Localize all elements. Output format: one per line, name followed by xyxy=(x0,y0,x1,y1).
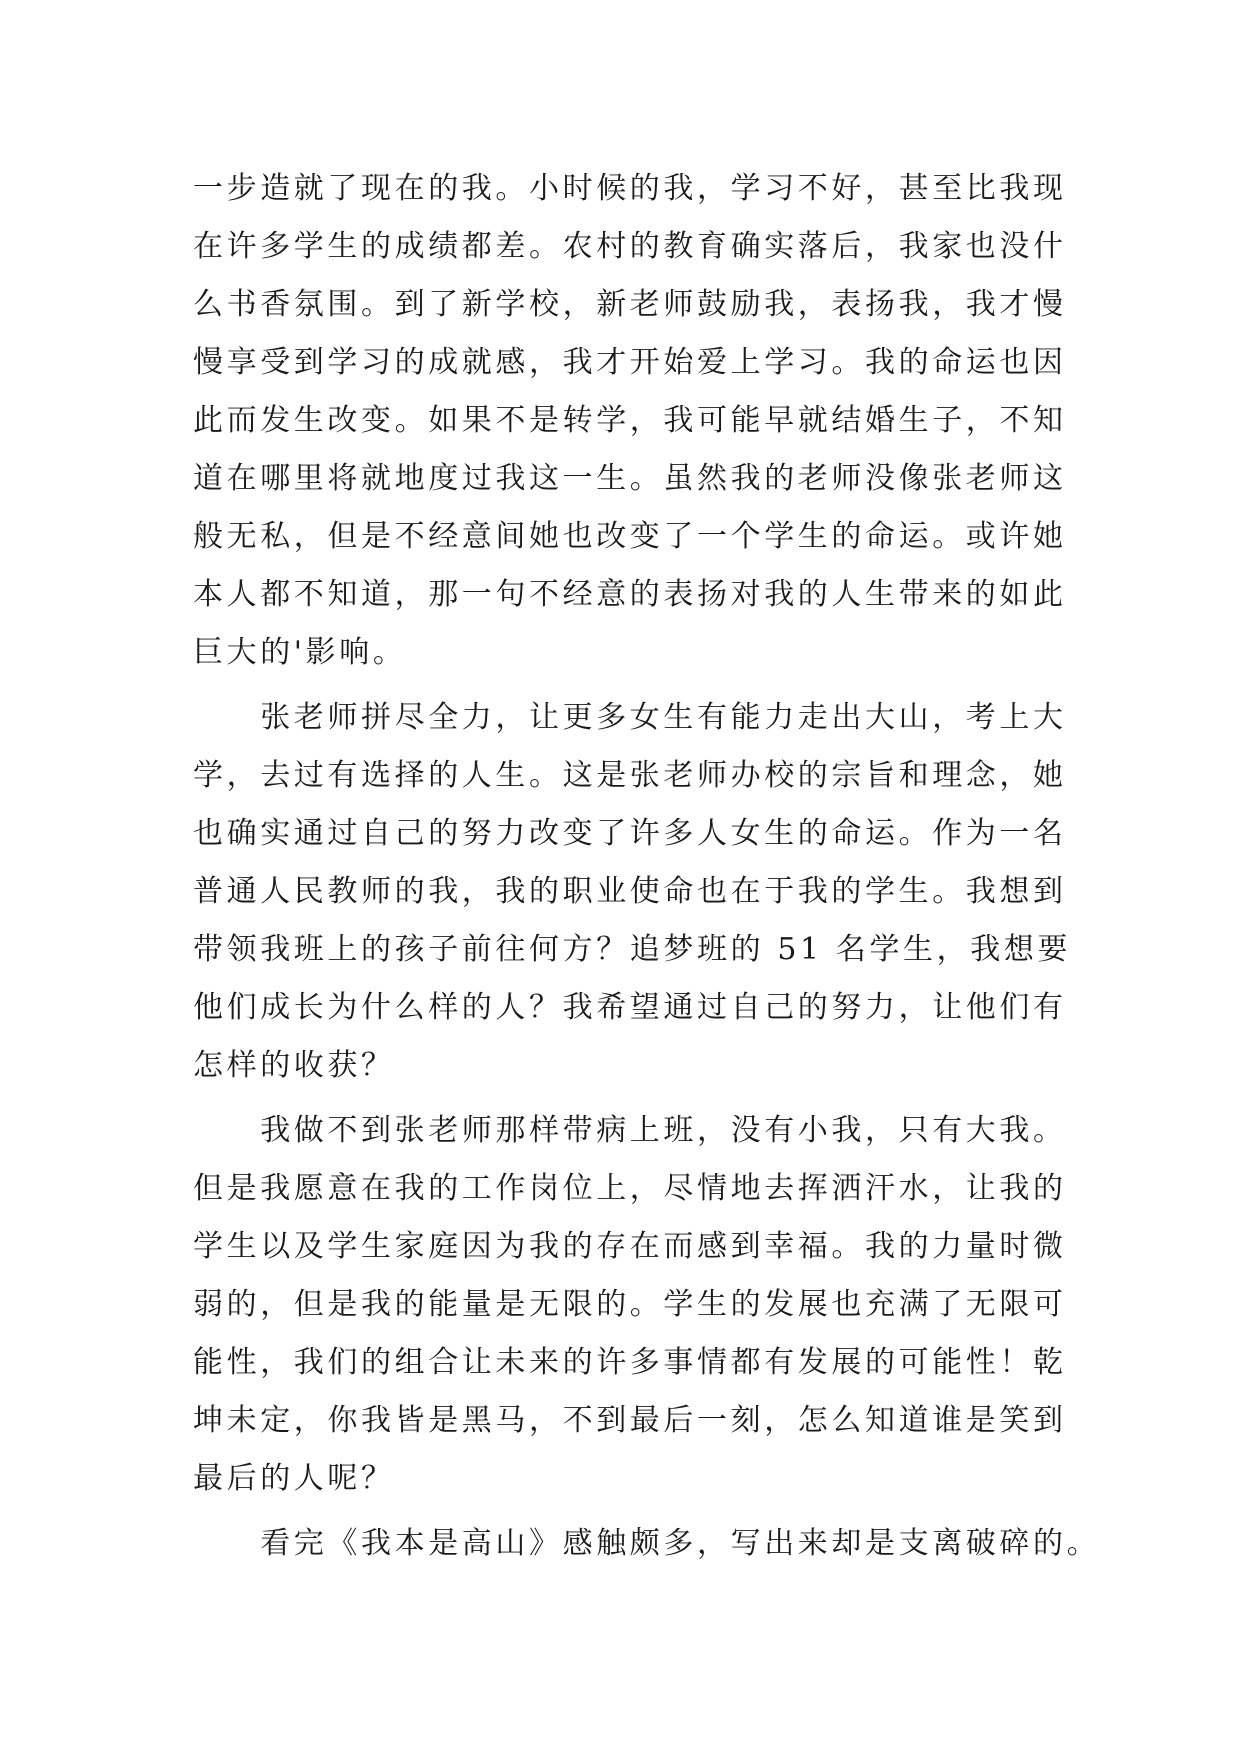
text-line: 也确实通过自己的努力改变了许多人女生的命运。作为一名 xyxy=(193,816,1067,851)
text-line: 本人都不知道，那一句不经意的表扬对我的人生带来的如此 xyxy=(193,577,1067,612)
paragraph-1 xyxy=(193,160,1093,682)
paragraph-4 xyxy=(193,1515,1101,1573)
text-line: 一步造就了现在的我。小时候的我，学习不好，甚至比我现 xyxy=(193,171,1067,206)
text-line: 普通人民教师的我，我的职业使命也在于我的学生。我想到 xyxy=(193,874,1067,909)
text-line: 坤未定，你我皆是黑马，不到最后一刻，怎么知道谁是笑到 xyxy=(193,1403,1067,1438)
text-line: 么书香氛围。到了新学校，新老师鼓励我，表扬我，我才慢 xyxy=(193,287,1067,322)
text-line: 学生以及学生家庭因为我的存在而感到幸福。我的力量时微 xyxy=(193,1229,1067,1264)
paragraph-gap xyxy=(193,1095,1093,1102)
paragraph-2 xyxy=(193,689,1093,1095)
text-line: 带领我班上的孩子前往何方？追梦班的 51 名学生，我想要 xyxy=(193,932,1072,967)
paragraph-gap xyxy=(193,1508,1093,1515)
text-line: 道在哪里将就地度过我这一生。虽然我的老师没像张老师这 xyxy=(193,461,1067,496)
text-line: 学，去过有选择的人生。这是张老师办校的宗旨和理念，她 xyxy=(193,758,1067,793)
text-line: 巨大的'影响。 xyxy=(193,635,407,670)
text-line: 最后的人呢？ xyxy=(193,1461,395,1496)
text-line: 般无私，但是不经意间她也改变了一个学生的命运。或许她 xyxy=(193,519,1067,554)
text-line: 能性，我们的组合让未来的许多事情都有发展的可能性！乾 xyxy=(193,1345,1067,1380)
text-line: 看完《我本是高山》感触颇多，写出来却是支离破碎的。 xyxy=(193,1526,1101,1561)
text-line: 此而发生改变。如果不是转学，我可能早就结婚生子，不知 xyxy=(193,403,1067,438)
text-line: 但是我愿意在我的工作岗位上，尽情地去挥洒汗水，让我的 xyxy=(193,1171,1067,1206)
text-line: 在许多学生的成绩都差。农村的教育确实落后，我家也没什 xyxy=(193,229,1067,264)
text-line: 张老师拼尽全力，让更多女生有能力走出大山，考上大 xyxy=(193,700,1067,735)
document-body xyxy=(193,160,1101,1573)
text-line: 他们成长为什么样的人？我希望通过自己的努力，让他们有 xyxy=(193,990,1067,1025)
text-line: 慢享受到学习的成就感，我才开始爱上学习。我的命运也因 xyxy=(193,345,1067,380)
text-line: 我做不到张老师那样带病上班，没有小我，只有大我。 xyxy=(193,1113,1067,1148)
text-line: 怎样的收获？ xyxy=(193,1048,395,1083)
text-line: 弱的，但是我的能量是无限的。学生的发展也充满了无限可 xyxy=(193,1287,1067,1322)
paragraph-3 xyxy=(193,1102,1093,1508)
paragraph-gap xyxy=(193,682,1093,689)
